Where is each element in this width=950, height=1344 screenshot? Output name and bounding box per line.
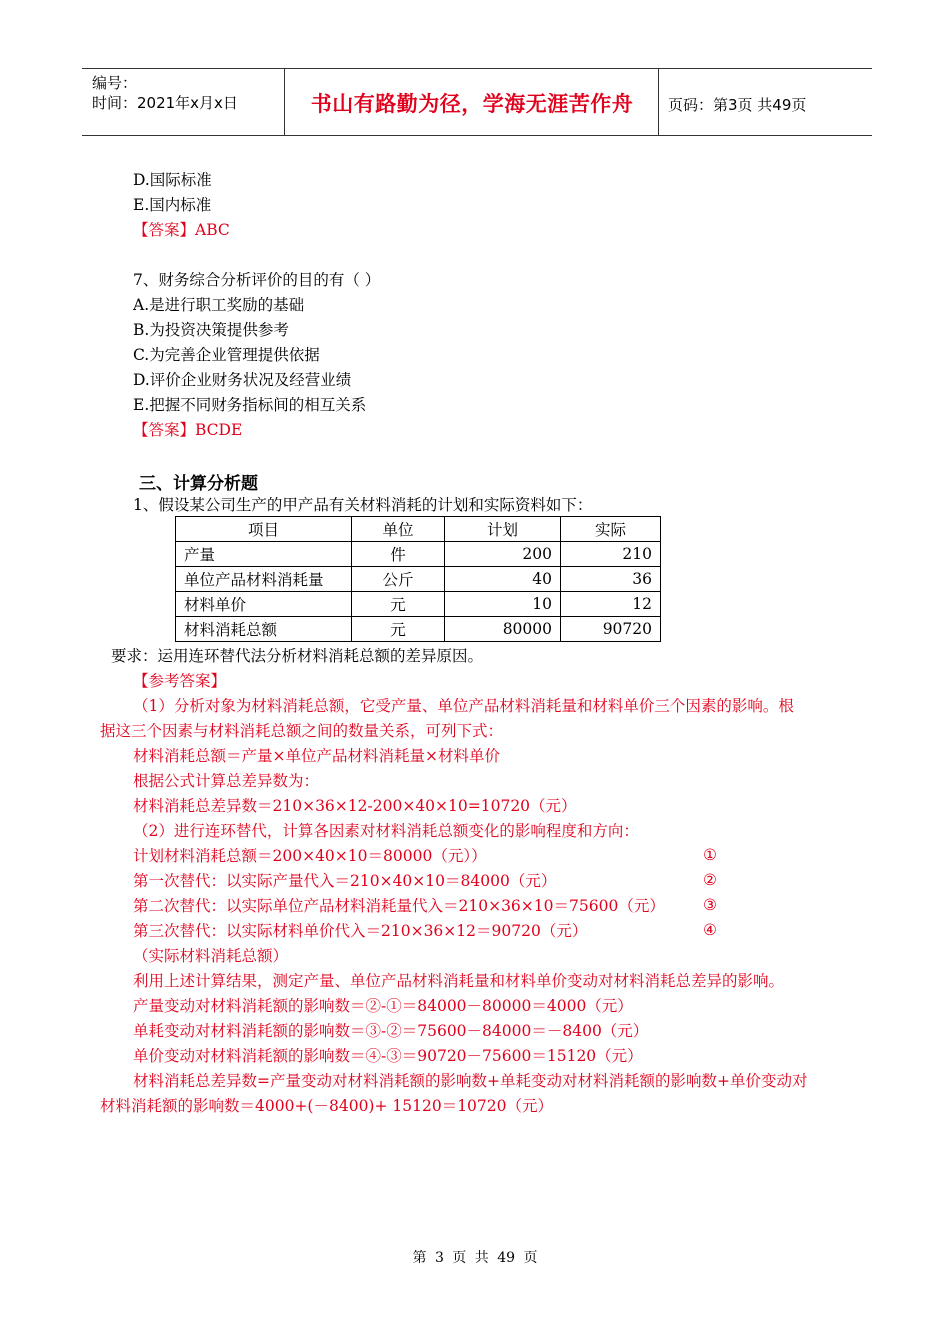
q7-option-b: B.为投资决策提供参考	[133, 321, 289, 339]
step-plan: 计划材料消耗总额＝200×40×10＝80000（元））	[133, 847, 487, 865]
para1-line2: 据这三个因素与材料消耗总额之间的数量关系，可列下式：	[100, 722, 504, 740]
table-header-plan: 计划	[445, 517, 561, 542]
total-diff: 材料消耗总差异数＝210×36×12-200×40×10=10720（元）	[133, 797, 577, 815]
header-top-rule	[82, 68, 872, 69]
header-motto: 书山有路勤为径，学海无涯苦作舟	[310, 92, 634, 116]
q1-stem: 1、假设某公司生产的甲产品有关材料消耗的计划和实际资料如下：	[133, 496, 593, 514]
prev-answer: 【答案】ABC	[133, 221, 230, 239]
step-mark-2: ②	[703, 871, 717, 889]
header-divider-left	[284, 68, 285, 136]
table-cell: 件	[352, 542, 445, 567]
table-row	[176, 567, 661, 592]
step-mark-4: ④	[703, 921, 717, 939]
table-cell: 90720	[561, 617, 661, 642]
table-row	[176, 617, 661, 642]
material-table	[175, 516, 661, 642]
table-cell: 80000	[445, 617, 561, 642]
header-divider-right	[658, 68, 659, 136]
table-cell: 元	[352, 617, 445, 642]
table-row	[176, 542, 661, 567]
table-cell: 产量	[176, 542, 352, 567]
q7-option-c: C.为完善企业管理提供依据	[133, 346, 320, 364]
step-second: 第二次替代：以实际单位产品材料消耗量代入＝210×36×10＝75600（元）	[133, 897, 665, 915]
use-results: 利用上述计算结果，测定产量、单位产品材料消耗量和材料单价变动对材料消耗总差异的影响。	[133, 972, 785, 990]
serial-label: 编号：	[92, 74, 138, 92]
table-row	[176, 592, 661, 617]
actual-note: （实际材料消耗总额）	[133, 947, 289, 965]
page-footer: 第 3 页 共 49 页	[412, 1250, 538, 1266]
effect-output: 产量变动对材料消耗额的影响数＝②-①＝84000－80000＝4000（元）	[133, 997, 633, 1015]
step-mark-1: ①	[703, 846, 717, 864]
prev-option-d: D.国际标准	[133, 171, 212, 189]
header-page-label: 页码：第3页 共49页	[668, 96, 807, 114]
step-third: 第三次替代：以实际材料单价代入＝210×36×12＝90720（元）	[133, 922, 588, 940]
calc-intro: 根据公式计算总差异数为：	[133, 772, 320, 790]
para1-line1: （1）分析对象为材料消耗总额，它受产量、单位产品材料消耗量和材料单价三个因素的影响。根	[133, 697, 794, 715]
table-cell: 元	[352, 592, 445, 617]
table-header-actual: 实际	[561, 517, 661, 542]
q7-option-a: A.是进行职工奖励的基础	[133, 296, 305, 314]
q7-option-e: E.把握不同财务指标间的相互关系	[133, 396, 367, 414]
table-header-row	[176, 517, 661, 542]
summary-line2: 材料消耗额的影响数＝4000+(－8400)+ 15120＝10720（元）	[100, 1097, 554, 1115]
formula: 材料消耗总额＝产量×单位产品材料消耗量×材料单价	[133, 747, 500, 765]
table-cell: 公斤	[352, 567, 445, 592]
q7-option-d: D.评价企业财务状况及经营业绩	[133, 371, 352, 389]
table-cell: 200	[445, 542, 561, 567]
table-header-item: 项目	[176, 517, 352, 542]
table-cell: 12	[561, 592, 661, 617]
table-cell: 10	[445, 592, 561, 617]
table-header-unit: 单位	[352, 517, 445, 542]
q7-answer: 【答案】BCDE	[133, 421, 243, 439]
effect-unit: 单耗变动对材料消耗额的影响数＝③-②＝75600－84000＝－8400（元）	[133, 1022, 649, 1040]
table-cell: 40	[445, 567, 561, 592]
table-cell: 材料单价	[176, 592, 352, 617]
table-cell: 材料消耗总额	[176, 617, 352, 642]
requirement: 要求：运用连环替代法分析材料消耗总额的差异原因。	[111, 647, 484, 665]
header-bottom-rule	[82, 135, 872, 136]
table-cell: 210	[561, 542, 661, 567]
effect-price: 单价变动对材料消耗额的影响数＝④-③＝90720－75600＝15120（元）	[133, 1047, 643, 1065]
step-mark-3: ③	[703, 896, 717, 914]
date-label: 时间：2021年x月x日	[92, 94, 238, 112]
para2: （2）进行连环替代，计算各因素对材料消耗总额变化的影响程度和方向：	[133, 822, 639, 840]
summary-line1: 材料消耗总差异数=产量变动对材料消耗额的影响数+单耗变动对材料消耗额的影响数+单价变动对	[133, 1072, 808, 1090]
prev-option-e: E.国内标准	[133, 196, 212, 214]
table-cell: 36	[561, 567, 661, 592]
table-cell: 单位产品材料消耗量	[176, 567, 352, 592]
ref-answer-title: 【参考答案】	[133, 672, 227, 690]
q7-stem: 7、财务综合分析评价的目的有（ ）	[133, 271, 381, 289]
step-first: 第一次替代：以实际产量代入＝210×40×10＝84000（元）	[133, 872, 557, 890]
section-title: 三、计算分析题	[139, 474, 258, 494]
